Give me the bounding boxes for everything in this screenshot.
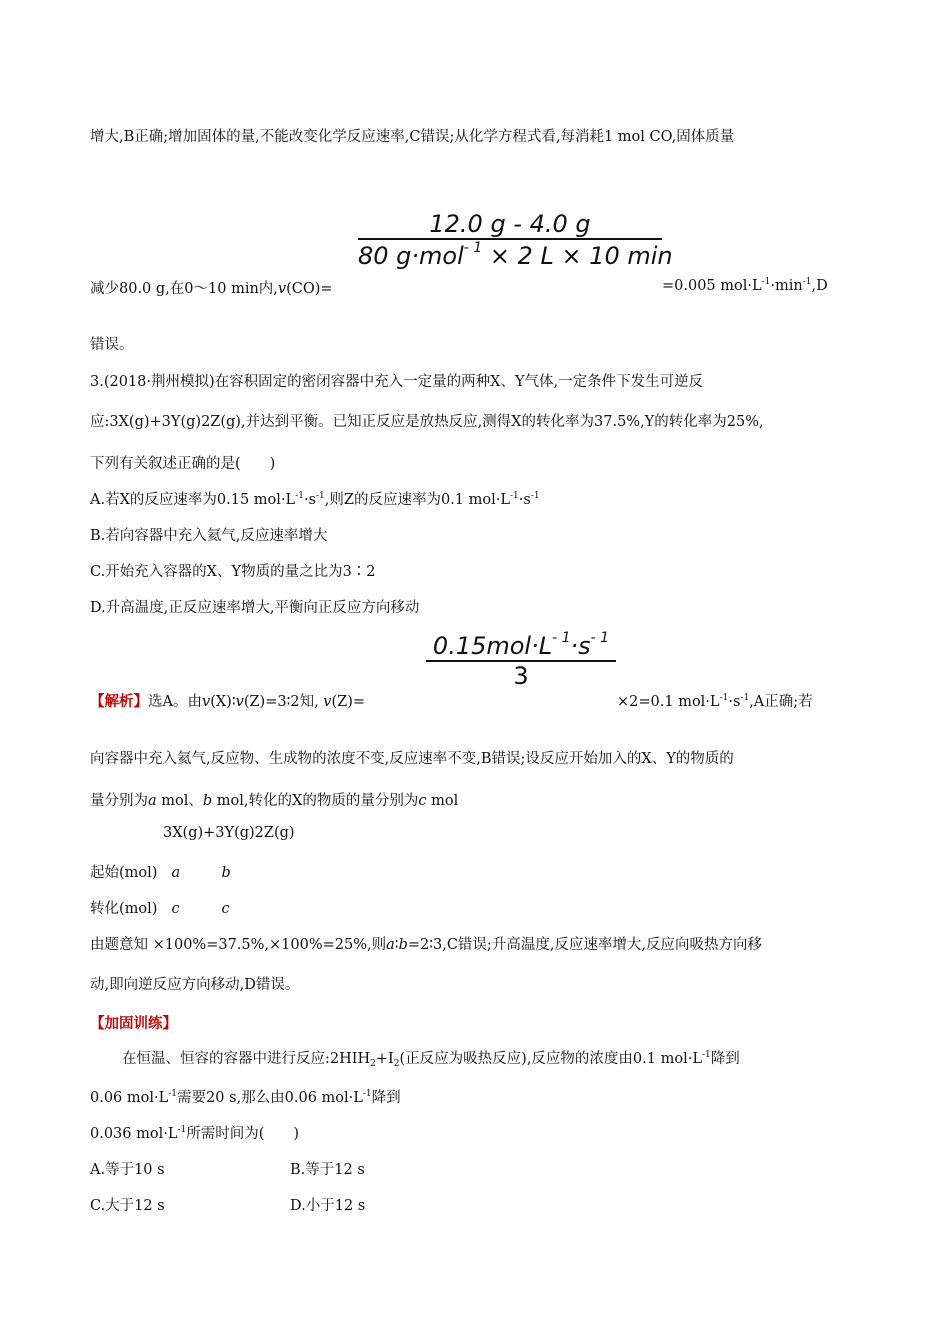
text-line: 减少80.0 g,在0～10 min内,v(CO)=: [90, 281, 333, 297]
text-line: 向容器中充入氦气,反应物、生成物的浓度不变,反应速率不变,B错误;设反应开始加入的X、Y的物质的: [90, 751, 734, 767]
option-c: C.开始充入容器的X、Y物质的量之比为3∶2: [90, 564, 376, 580]
text-line: 0.06 $mol\cdot L^{-1}$需要20 s,那么由0.06 $mol\cdot L^{-1}$降到: [90, 1089, 401, 1106]
text-line: 错误。: [90, 337, 134, 353]
option-a: A.若X的反应速率为0.15 $mol\cdot L^{-1}\cdot s^{-1}$,则Z的反应速率为0.1 $mol\cdot L^{-1}\cdot s^{-1}$: [90, 491, 540, 508]
question-stem: 下列有关叙述正确的是( ): [90, 456, 276, 472]
fraction-formula: [358, 210, 673, 270]
option-c: C.大于12 s: [90, 1198, 165, 1214]
option-b: B.若向容器中充入氦气,反应速率增大: [90, 528, 328, 544]
table-row: 转化(mol) c c: [90, 901, 230, 917]
option-d: D.小于12 s: [290, 1198, 366, 1214]
fraction-numerator: $0.15mol\cdot L^{- 1}\cdot s^{- 1}$: [432, 630, 610, 660]
question-stem: 3.(2018·荆州模拟)在容积固定的密闭容器中充入一定量的两种X、Y气体,一定条件下发生可逆反: [90, 374, 704, 390]
option-d: D.升高温度,正反应速率增大,平衡向正反应方向移动: [90, 600, 420, 616]
text-line: =0.005 $mol\cdot L^{-1}\cdot\min^{-1},D$: [662, 277, 828, 294]
equation: 3X(g)+3Y(g)2Z(g): [163, 825, 295, 841]
text-line: 增大,B正确;增加固体的量,不能改变化学反应速率,C错误;从化学方程式看,每消耗1 mol CO,固体质量: [90, 129, 735, 145]
question-stem: 应:3X(g)+3Y(g)2Z(g),并达到平衡。已知正反应是放热反应,测得X的转化率为37.5%,Y的转化率为25%,: [90, 414, 764, 430]
text-line: 由题意知 ×100%=37.5%,×100%=25%,则a∶b=2∶3,C错误;升高温度,反应速率增大,反应向吸热方向移: [90, 937, 763, 953]
fraction-numerator: 12.0 g - 4.0 g: [429, 210, 591, 238]
text-line: 【解析】选A。由v(X)∶v(Z)=3∶2知, v(Z)=: [90, 693, 366, 710]
text-line: 量分别为a mol、b mol,转化的X的物质的量分别为c mol: [90, 793, 459, 809]
table-row: 起始(mol) a b: [90, 865, 231, 881]
fraction-denominator: 80 g·mol$^{- 1}$ × 2 L × 10 min: [358, 240, 673, 270]
fraction-denominator: 3: [513, 662, 529, 690]
fraction-formula: [426, 630, 616, 690]
analysis-label: 【解析】: [90, 693, 148, 710]
option-b: B.等于12 s: [290, 1162, 365, 1178]
text-line: 动,即向逆反应方向移动,D错误。: [90, 977, 300, 993]
practice-label: 【加固训练】: [90, 1015, 177, 1032]
text-line: 0.036 $mol\cdot L^{-1}$所需时间为( ): [90, 1125, 300, 1142]
text-line: 在恒温、恒容的容器中进行反应$:2HIH_2+I_2$(正反应为吸热反应),反应物的浓度由0.1 $mol\cdot L^{-1}$降到: [122, 1050, 740, 1069]
text-line: ×2=0.1 $mol\cdot L^{-1}\cdot s^{-1},A$正确;若: [617, 693, 813, 710]
option-a: A.等于10 s: [90, 1162, 165, 1178]
